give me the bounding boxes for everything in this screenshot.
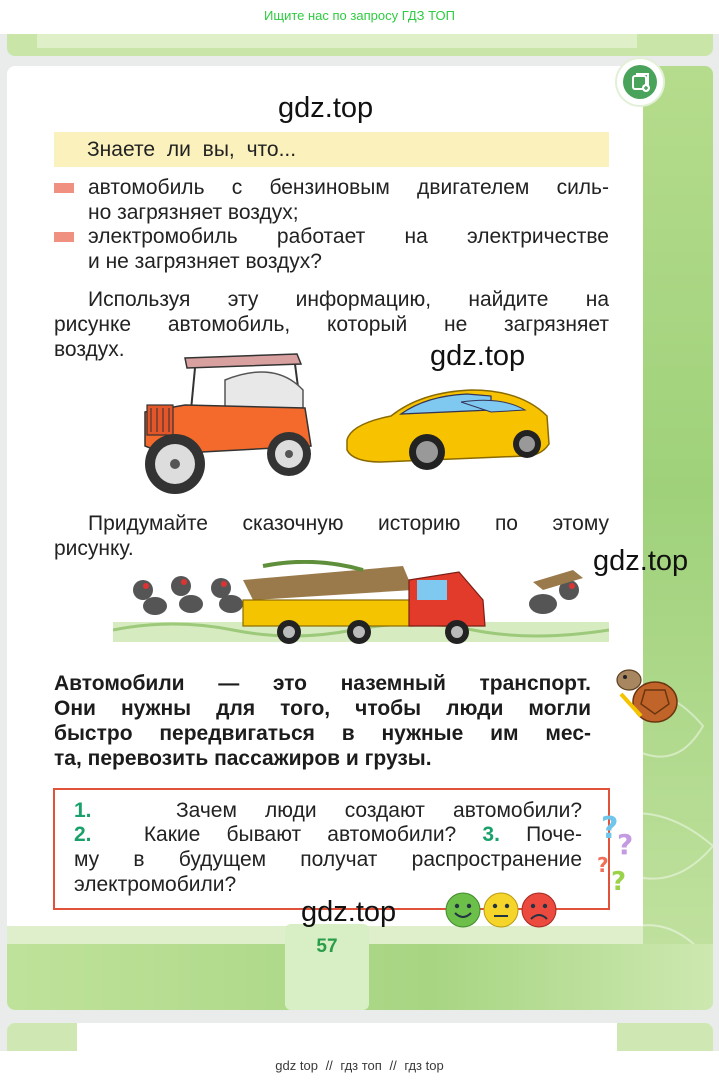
bullet-marker [54, 232, 74, 242]
smiley-happy-icon[interactable] [445, 892, 481, 928]
summary-line-2: Они нужны для того, чтобы люди могли [54, 697, 591, 720]
task-1-line-3: воздух. [54, 338, 125, 361]
fact-2-line-1: электромобиль работает на электричестве [88, 225, 609, 248]
previous-page-strip [7, 34, 713, 56]
smiley-neutral-icon[interactable] [483, 892, 519, 928]
bottom-links-bar [0, 1051, 719, 1084]
summary-line-3: быстро передвигаться в нужные им мес- [54, 722, 591, 745]
question-2-line [74, 822, 582, 847]
textbook-page [7, 66, 713, 1010]
watermark: gdz.top [278, 92, 374, 124]
page-number-tab [285, 924, 369, 1010]
ants-truck-illustration [113, 560, 609, 656]
turtle-mascot-icon [611, 664, 679, 730]
task-2-line-2: рисунку. [54, 537, 134, 560]
fact-1-line-1: автомобиль с бензиновым двигателем силь- [88, 176, 609, 199]
question-1-text: Зачем люди создают автомобили? [175, 799, 582, 822]
question-1 [74, 798, 582, 823]
did-you-know-bar [54, 132, 609, 167]
task-1-line-2: рисунке автомобиль, который не загрязняет [54, 313, 609, 336]
watermark: gdz.top [301, 896, 397, 928]
watermark: gdz.top [593, 545, 689, 577]
smiley-sad-icon[interactable] [521, 892, 557, 928]
page-number: 57 [316, 936, 338, 957]
task-1-line-1: Используя эту информацию, найдите на [88, 288, 609, 311]
question-3-number: 3. [482, 823, 500, 846]
did-you-know-title: Знаете ли вы, что... [87, 138, 297, 161]
svg-text:?: ? [601, 811, 619, 846]
fact-2-line-2: и не загрязняет воздух? [88, 250, 322, 273]
bottom-link-3[interactable]: гдз top [404, 1058, 444, 1073]
svg-text:?: ? [597, 853, 609, 877]
electric-car-illustration [341, 380, 553, 476]
svg-text:?: ? [611, 867, 627, 892]
bottom-link-2[interactable]: гдз топ [340, 1058, 382, 1073]
summary-line-4: та, перевозить пассажиров и грузы. [54, 747, 432, 770]
svg-text:?: ? [617, 828, 634, 861]
next-page-strip [7, 1023, 713, 1051]
old-car-illustration [125, 350, 315, 498]
bottom-link-1[interactable]: gdz top [275, 1058, 318, 1073]
summary-line-1: Автомобили — это наземный транспорт. [54, 672, 591, 695]
question-3-text-a: Поче- [526, 823, 583, 846]
top-banner[interactable]: Ищите нас по запросу ГДЗ ТОП [0, 0, 719, 34]
watermark: gdz.top [430, 340, 526, 372]
bottom-separator: // [325, 1058, 333, 1073]
question-2-text: Какие бывают автомобили? [143, 823, 457, 846]
add-to-favorites-button[interactable] [617, 59, 663, 105]
question-2-number: 2. [74, 823, 92, 846]
question-marks-icon [597, 810, 645, 892]
question-1-number: 1. [74, 799, 92, 822]
bullet-marker [54, 183, 74, 193]
bottom-separator: // [389, 1058, 397, 1073]
add-to-favorites-icon [626, 68, 654, 96]
question-3-text-c: электромобили? [74, 873, 237, 896]
question-3-text-b: му в будущем получат распространение [74, 848, 582, 871]
fact-1-line-2: но загрязняет воздух; [88, 201, 299, 224]
task-2-line-1: Придумайте сказочную историю по этому [88, 512, 609, 535]
